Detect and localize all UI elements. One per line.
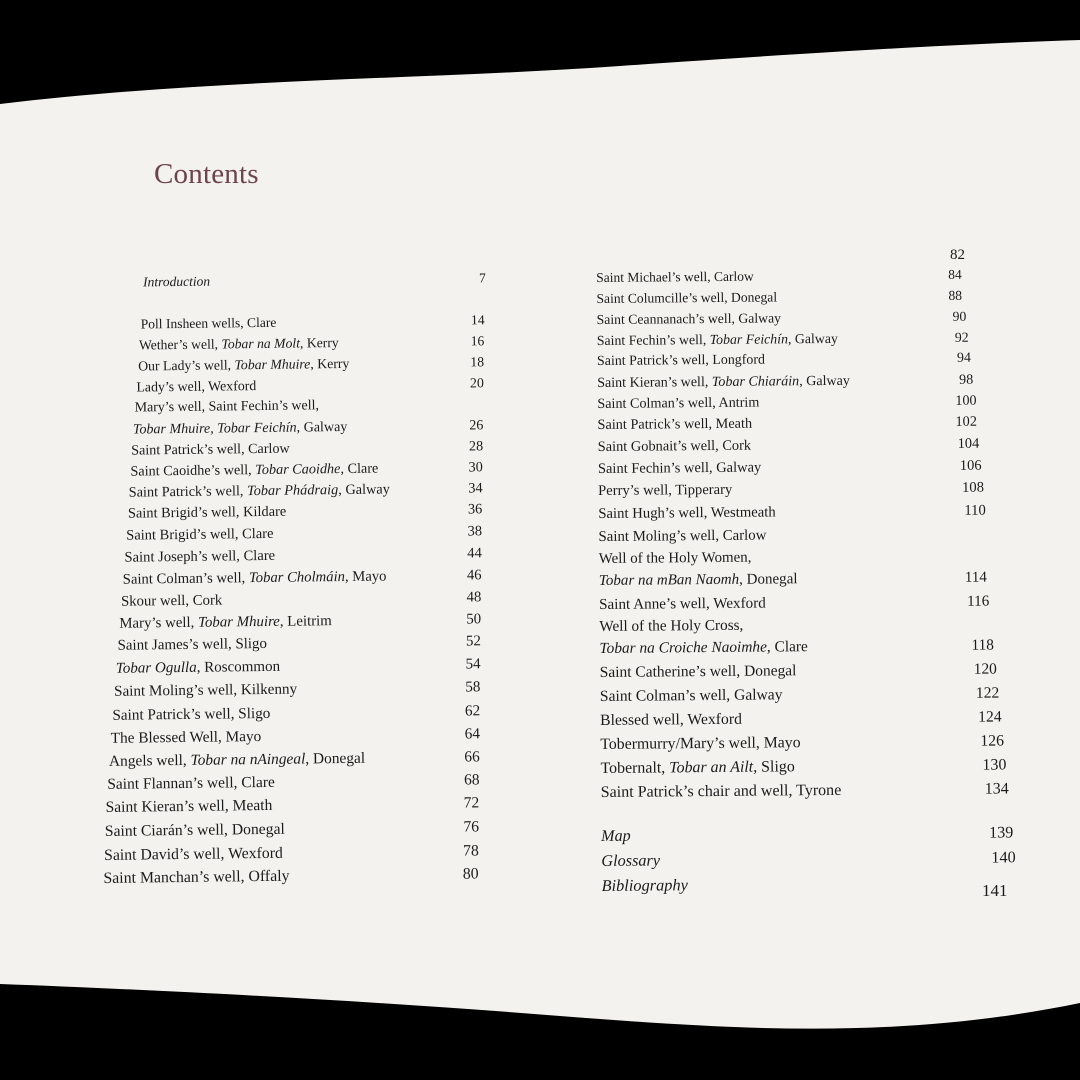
toc-entry-page-number: 16	[470, 333, 485, 349]
toc-entry-title-text: Saint Gobnait’s well, Cork	[597, 437, 752, 455]
toc-entry-title	[597, 373, 850, 392]
toc-entry-title	[112, 705, 270, 725]
toc-entry-title-text: Saint Patrick’s well, Meath	[597, 415, 753, 433]
toc-entry-title-text: Saint Manchan’s well, Offaly	[103, 867, 290, 887]
toc-entry-title-italic: Tobar Mhuire, Tobar Feichín	[132, 419, 297, 438]
toc-entry-title-text: , Donegal	[305, 749, 366, 768]
toc-entry-page-number: 130	[982, 756, 1007, 774]
toc-entry-title-text: Perry’s well, Tipperary	[598, 481, 733, 499]
toc-entry-page-number: 36	[467, 501, 483, 518]
toc-entry-title-text: , Sligo	[753, 758, 795, 776]
toc-entry-title	[601, 851, 660, 871]
toc-entry-title-text: , Roscommon	[196, 658, 281, 676]
toc-entry-page-number: 120	[973, 660, 997, 678]
toc-entry-title-italic: Introduction	[143, 273, 211, 290]
toc-entry-title	[121, 592, 222, 610]
toc-entry-title	[601, 875, 688, 896]
toc-entry-title	[141, 315, 277, 333]
toc-entry-title-text: Well of the Holy Women,	[598, 549, 752, 567]
toc-entry-title	[136, 378, 256, 395]
toc-entry-title-italic: Tobar an Ailt	[669, 758, 754, 777]
toc-entry-title	[600, 686, 783, 706]
toc-entry-page-number: 26	[469, 417, 484, 434]
toc-entry-page-number: 124	[978, 708, 1002, 726]
toc-entry-title-text: Mary’s well,	[119, 614, 199, 632]
toc-entry-page-number: 110	[964, 502, 986, 519]
toc-entry-title	[103, 868, 289, 888]
toc-entry-title	[597, 395, 759, 413]
toc-entry-page-number: 28	[468, 438, 484, 455]
toc-entry-page-number: 20	[469, 375, 484, 391]
toc-entry-title-italic: Tobar Feichín	[709, 331, 789, 348]
toc-entry-page-number: 48	[466, 589, 482, 606]
toc-entry-page-number: 140	[991, 848, 1016, 867]
toc-entry-title-text: Saint Fechin’s well,	[596, 332, 710, 348]
toc-entry-title-text: Saint Patrick’s well, Longford	[596, 352, 766, 369]
toc-entry-page-number: 64	[464, 725, 481, 743]
toc-entry-title-italic: Tobar Phádraig	[246, 482, 339, 500]
toc-entry-title-text: , Galway	[338, 481, 390, 499]
toc-entry-title-text: Saint Catherine’s well, Donegal	[599, 662, 797, 681]
toc-entry-title	[116, 659, 280, 678]
toc-entry-title-text: , Galway	[799, 372, 850, 390]
toc-entry-title	[128, 504, 286, 523]
toc-entry-page-number: 44	[467, 545, 482, 562]
toc-entry-page-number: 104	[957, 435, 980, 452]
stray-page-number-82: 82	[950, 247, 965, 263]
toc-entry-page-number: 98	[959, 371, 974, 388]
toc-entry-title-text: Saint Moling’s well, Kilkenny	[114, 681, 298, 700]
toc-entry-title-text: Angels well,	[108, 751, 191, 770]
toc-entry-title-text: Saint Patrick’s well, Sligo	[112, 704, 271, 724]
toc-entry-title	[596, 289, 777, 307]
toc-entry-title-text: Saint Patrick’s well, Carlow	[131, 440, 290, 459]
toc-entry-page-number: 72	[463, 794, 480, 812]
toc-entry-title-text: Saint Brigid’s well, Clare	[126, 525, 274, 544]
toc-entry-title-text: , Kerry	[310, 355, 350, 372]
toc-entry-title-text: Saint Colman’s well, Antrim	[597, 394, 760, 412]
toc-entry-title	[111, 728, 262, 748]
toc-entry-page-number: 14	[470, 312, 485, 328]
toc-entry-page-number: 68	[463, 771, 480, 789]
toc-entry-title-text: , Leitrim	[279, 613, 332, 630]
toc-entry-title-italic: Map	[601, 827, 631, 845]
toc-entry-page-number: 54	[465, 656, 481, 673]
toc-entry-title	[599, 617, 743, 636]
toc-entry-title-italic: Tobar Ogulla	[115, 659, 197, 677]
toc-entry-title-text: Saint Patrick’s chair and well, Tyrone	[600, 781, 842, 801]
toc-entry-title-text: Saint Colman’s well, Galway	[599, 686, 783, 705]
contents-right-column	[596, 246, 1042, 910]
toc-entry-page-number: 52	[465, 633, 481, 650]
toc-entry-title-text: Blessed well, Wexford	[600, 710, 742, 729]
toc-entry-page-number: 66	[464, 748, 480, 766]
toc-entry-page-number: 38	[467, 523, 483, 540]
toc-entry-title-italic: Tobar Cholmáin	[248, 568, 346, 587]
toc-entry-title	[599, 595, 766, 614]
toc-entry-title	[129, 481, 390, 501]
toc-entry-page-number: 90	[952, 308, 967, 324]
toc-entry-title	[598, 438, 751, 456]
toc-entry-page-number: 94	[956, 350, 971, 366]
toc-entry-title	[600, 711, 742, 730]
toc-entry-title-text: Saint Fechin’s well, Galway	[597, 459, 762, 477]
toc-entry-title-text: Saint Caoidhe’s well,	[130, 462, 256, 480]
toc-entry-page-number: 92	[954, 329, 969, 345]
toc-entry-title-text: Saint David’s well, Wexford	[104, 844, 283, 864]
toc-entry-title	[598, 460, 761, 478]
toc-entry-page-number: 84	[948, 266, 962, 282]
toc-entry-page-number: 114	[964, 569, 987, 586]
toc-entry-title	[601, 828, 631, 846]
toc-entry-title	[600, 662, 797, 682]
toc-entry-title	[135, 398, 319, 416]
toc-entry-page-number: 50	[466, 611, 482, 628]
toc-entry-title	[139, 335, 339, 353]
toc-entry-title-text: Saint Brigid’s well, Kildare	[127, 503, 287, 522]
toc-entry-title-text: The Blessed Well, Mayo	[110, 728, 262, 747]
toc-entry-title-text: Saint Colman’s well,	[122, 570, 250, 588]
toc-entry-title	[109, 750, 365, 771]
toc-entry-title	[597, 310, 782, 328]
toc-entry-title-text: Tobermurry/Mary’s well, Mayo	[600, 734, 801, 753]
toc-entry-page-number: 7	[479, 270, 486, 286]
toc-entry-page-number: 126	[980, 732, 1005, 750]
toc-entry-page-number: 134	[984, 780, 1009, 798]
toc-entry-title-italic: Bibliography	[601, 875, 688, 895]
toc-entry-title	[124, 548, 275, 567]
toc-entry-title-text: Saint Ciarán’s well, Donegal	[104, 820, 285, 840]
toc-entry-page-number: 58	[465, 679, 481, 696]
toc-entry-title	[597, 416, 752, 434]
toc-entry-title	[126, 526, 273, 545]
toc-entry-title	[138, 356, 349, 375]
toc-entry-title-text: , Clare	[340, 460, 379, 478]
toc-entry-title-text: , Kerry	[299, 335, 339, 351]
toc-entry-page-number: 34	[468, 480, 483, 497]
toc-entry-title	[133, 419, 348, 439]
toc-entry-page-number: 78	[462, 842, 479, 860]
toc-entry-title	[123, 568, 387, 588]
toc-entry-title-text: , Galway	[787, 330, 838, 347]
toc-entry-title	[601, 782, 842, 802]
toc-entry-title-text: Saint Anne’s well, Wexford	[599, 594, 766, 613]
toc-entry-page-number: 100	[955, 392, 977, 409]
toc-entry-title	[131, 441, 290, 460]
toc-entry-title-text: Saint Hugh’s well, Westmeath	[598, 504, 776, 522]
toc-entry-title	[105, 821, 285, 841]
toc-entry-title-text: Saint Michael’s well, Carlow	[596, 268, 754, 285]
toc-entry-title-text: Saint Flannan’s well, Clare	[107, 773, 275, 793]
stray-page-number-141: 141	[982, 881, 1008, 900]
toc-entry-title-italic: Tobar na Croiche Naoimhe	[599, 638, 767, 657]
toc-entry-page-number: 102	[955, 413, 977, 430]
toc-entry-page-number: 62	[464, 702, 481, 720]
toc-entry-title-text: , Donegal	[739, 571, 798, 588]
toc-entry-title	[600, 758, 794, 778]
toc-entry-title-italic: Tobar Chiaráin	[711, 373, 800, 390]
toc-entry-page-number: 122	[975, 684, 1000, 702]
toc-entry-title-text: Saint Columcille’s well, Donegal	[596, 289, 778, 306]
toc-entry-page-number: 116	[967, 592, 990, 610]
toc-entry-title-text: Saint Joseph’s well, Clare	[124, 547, 276, 566]
toc-entry-title	[599, 571, 798, 590]
toc-entry-title-text: Our Lady’s well,	[138, 357, 235, 374]
toc-entry-page-number: 108	[962, 479, 985, 496]
toc-entry-title-text: Saint Moling’s well, Carlow	[598, 527, 767, 545]
toc-entry-title	[599, 550, 752, 568]
toc-entry-title-italic: Tobar na Molt	[221, 335, 301, 352]
toc-entry-title-italic: Glossary	[601, 851, 661, 870]
toc-entry-title-italic: Tobar Mhuire	[234, 356, 311, 373]
toc-entry-title	[119, 613, 332, 633]
toc-entry-title	[599, 638, 808, 658]
toc-entry-page-number: 118	[971, 636, 995, 654]
toc-entry-title	[598, 482, 732, 500]
toc-entry-title	[104, 845, 283, 865]
toc-entry-title	[105, 797, 272, 817]
toc-entry-title-text: Saint Patrick’s well,	[128, 483, 248, 501]
contents-left-column	[96, 267, 524, 892]
toc-entry-title-italic: Tobar na mBan Naomh	[598, 571, 740, 589]
toc-entry-title-text: , Mayo	[344, 568, 387, 585]
toc-entry-title	[143, 274, 210, 291]
toc-entry-title-text: Saint Kieran’s well,	[597, 373, 712, 391]
toc-entry-title	[597, 331, 838, 349]
toc-entry-page-number: 88	[948, 287, 963, 303]
toc-entry-title-text: , Galway	[296, 418, 348, 436]
toc-entry-title	[117, 636, 267, 655]
toc-entry-title-text: Wether’s well,	[138, 336, 222, 353]
toc-entry-title-text: Well of the Holy Cross,	[599, 616, 744, 635]
toc-entry-page-number: 76	[463, 818, 480, 836]
toc-entry-title-text: , Clare	[766, 638, 808, 656]
toc-entry-title	[114, 682, 297, 701]
toc-entry-title-text: Mary’s well, Saint Fechin’s well,	[134, 398, 320, 416]
toc-entry-title	[600, 734, 800, 754]
contents-title: Contents	[154, 158, 259, 190]
toc-entry-title-text: Skour well, Cork	[120, 592, 223, 610]
toc-entry-title-text: Saint Ceannanach’s well, Galway	[596, 310, 782, 327]
toc-entry-title	[596, 269, 754, 286]
toc-entry-title	[130, 461, 378, 481]
toc-entry-page-number: 139	[989, 824, 1014, 842]
toc-entry-title	[598, 528, 766, 546]
toc-entry-page-number: 106	[959, 457, 982, 474]
toc-entry-title-text: Poll Insheen wells, Clare	[140, 314, 277, 332]
toc-entry-title-text: Lady’s well, Wexford	[136, 378, 257, 395]
toc-entry-title-italic: Tobar Mhuire	[197, 613, 280, 631]
toc-entry-title	[107, 774, 275, 794]
toc-entry-title-italic: Tobar Caoidhe	[255, 461, 341, 479]
toc-entry-page-number: 30	[468, 459, 483, 476]
toc-entry-page-number: 46	[466, 567, 482, 584]
toc-entry-title-text: Tobernalt,	[600, 759, 670, 777]
toc-entry-title-text: Saint James’s well, Sligo	[117, 635, 268, 654]
toc-entry-title	[598, 504, 776, 523]
toc-entry-title-text: Saint Kieran’s well, Meath	[105, 796, 273, 816]
toc-entry-title-italic: Tobar na nAingeal	[190, 750, 306, 769]
toc-entry-page-number: 80	[462, 865, 479, 883]
toc-entry-page-number: 18	[470, 354, 485, 370]
toc-entry-title	[597, 353, 765, 370]
